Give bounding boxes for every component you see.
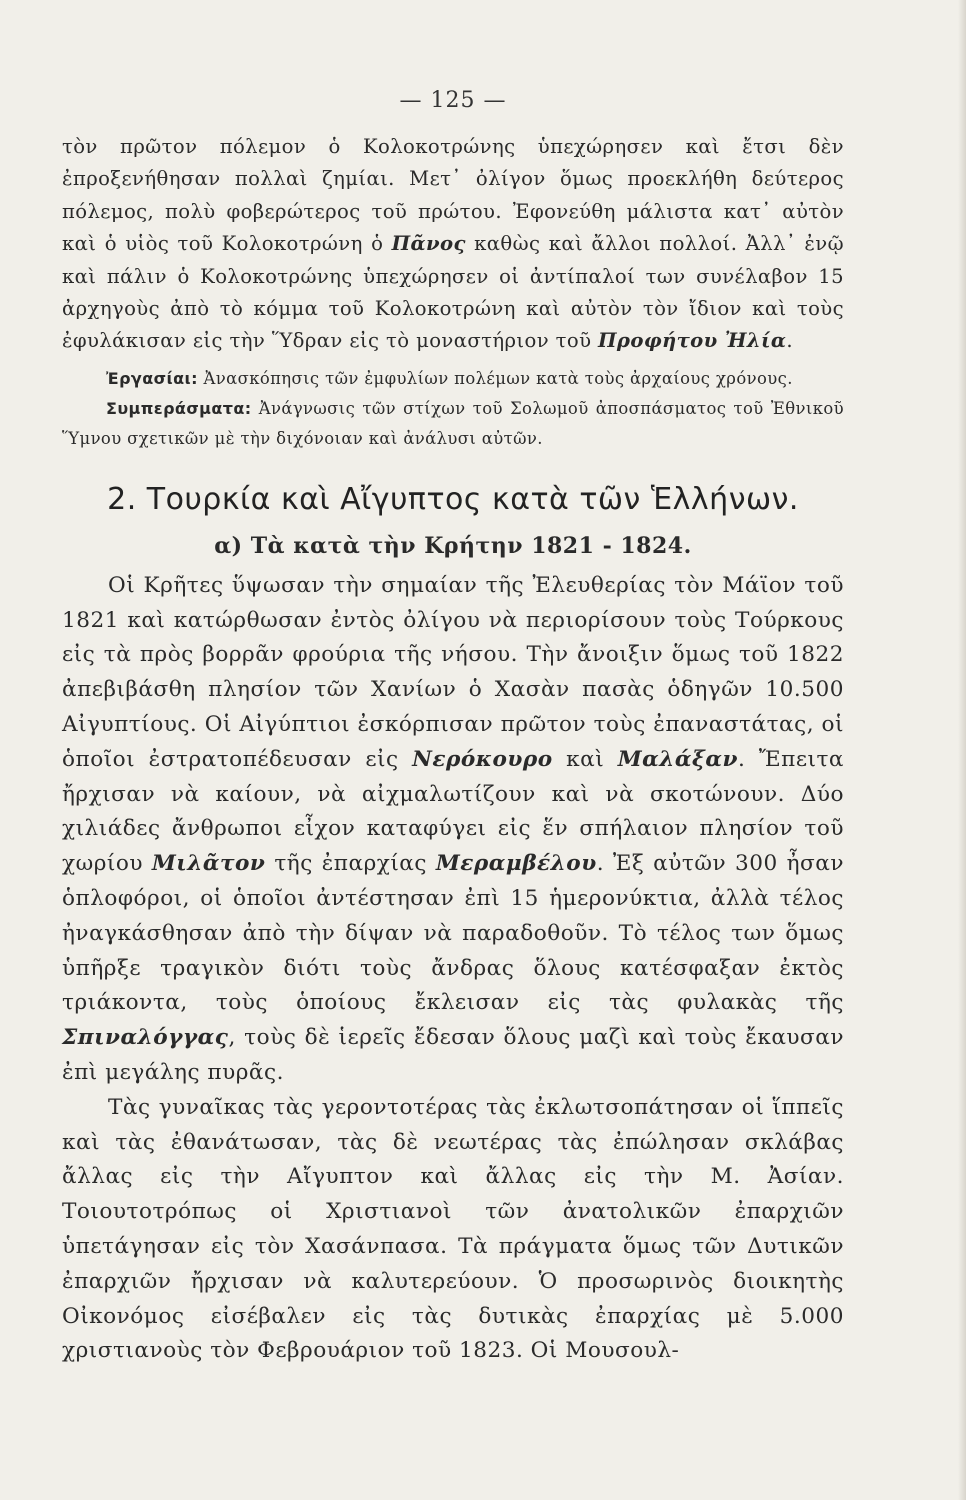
completions-text: Ἀνάγνωσις τῶν στίχων τοῦ Σολωμοῦ ἀποσπάσματος τοῦ Ἐθνικοῦ Ὕμνου σχετικῶν μὲ τὴν διχόνοιαν καὶ ἀνάλυσι αὐτῶν.: [62, 398, 844, 448]
intro-text-2: καθὼς καὶ ἄλλοι πολλοί. Ἀλλ᾽ ἐνῷ καὶ πάλιν ὁ Κολοκοτρώνης ὑπεχώρησεν οἱ ἀντίπαλοί των συνέλαβον 15 ἀρχηγοὺς ἀπὸ τὸ κόμμα τοῦ Κολοκοτρώνη καὶ αὐτὸν τὸν ἴδιον καὶ τοὺς ἐφυλάκισαν εἰς τὴν Ὕδραν εἰς τὸ μοναστήριον τοῦ: [62, 232, 844, 353]
exercises-text: Ἀνασκόπησις τῶν ἐμφυλίων πολέμων κατὰ τοὺς ἀρχαίους χρόνους.: [197, 368, 793, 388]
paragraph-2: Τὰς γυναῖκας τὰς γεροντοτέρας τὰς ἐκλωτσοπάτησαν οἱ ἵππεῖς καὶ τὰς ἐθανάτωσαν, τὰς δὲ νεωτέρας τὰς ἐπώλησαν σκλάβας ἄλλας εἰς τὴν Αἴγυπτον καὶ ἄλλας εἰς τὴν Μ. Ἀσίαν. Τοιουτοτρόπως οἱ Χριστιανοὶ τῶν ἀνατολικῶν ἐπαρχιῶν ὑπετάγησαν εἰς τὸν Χασάνπασα. Τὰ πράγματα ὅμως τῶν Δυτικῶν ἐπαρχιῶν ἤρχισαν νὰ καλυτερεύουν. Ὁ προσωρινὸς διοικητὴς Οἰκονόμος εἰσέβαλεν εἰς τὰς δυτικὰς ἐπαρχίας μὲ 5.000 χριστιανοὺς τὸν Φεβρουάριον τοῦ 1823. Οἱ Μουσουλ-: [62, 1094, 844, 1364]
exercises-label: Ἐργασίαι:: [106, 368, 198, 388]
p1-text-6: , τοὺς δὲ ἱερεῖς ἔδεσαν ὅλους μαζὶ καὶ τοὺς ἔκαυσαν ἐπὶ μεγάλης πυρᾶς.: [62, 1025, 844, 1085]
completions-note: [62, 394, 844, 454]
page-number: — 125 —: [399, 88, 507, 113]
main-text: [62, 569, 844, 1369]
intro-text-1: τὸν πρῶτον πόλεμον ὁ Κολοκοτρώνης ὑπεχώρησεν καὶ ἔτσι δὲν ἐπροξενήθησαν πολλαὶ ζημίαι. Μετ᾽ ὀλίγον ὅμως προεκλήθη δεύτερος πόλεμος, πολὺ φοβερώτερος τοῦ πρώτου. Ἐφονεύθη μάλιστα κατ᾽ αὐτὸν καὶ ὁ υἱὸς τοῦ Κολοκοτρώνη ὁ: [62, 135, 844, 256]
chapter-title: 2. Τουρκία καὶ Αἴγυπτος κατὰ τῶν Ἑλλήνων.: [107, 481, 799, 517]
place-milaton: Μιλᾶτον: [151, 851, 266, 877]
place-spinalonga: Σπιναλόγγας: [62, 1025, 229, 1051]
p1-text-2: καὶ: [552, 746, 618, 772]
p1-text-4: τῆς ἐπαρχίας: [265, 851, 436, 877]
intro-paragraph: [62, 131, 844, 358]
intro-section: [62, 131, 844, 358]
exercises-note: [62, 364, 844, 394]
paragraph-1: [62, 569, 844, 1091]
intro-text-3: .: [786, 329, 793, 353]
section-title: α) Τὰ κατὰ τὴν Κρήτην 1821 - 1824.: [214, 532, 692, 559]
page-edge-shadow: [958, 0, 966, 1500]
name-prophet-elias: Προφήτου Ἠλία: [598, 329, 787, 353]
p1-text-1: Οἱ Κρῆτες ὕψωσαν τὴν σημαίαν τῆς Ἐλευθερίας τὸν Μάϊον τοῦ 1821 καὶ κατώρθωσαν ἐντὸς ὀλίγου νὰ περιορίσουν τοὺς Τούρκους εἰς τὰ πρὸς βορρᾶν φρούρια τῆς νήσου. Τὴν ἄνοιξιν ὅμως τοῦ 1822 ἀπεβιβάσθη πλησίον τῶν Χανίων ὁ Χασὰν πασὰς ὁδηγῶν 10.500 Αἰγυπτίους. Οἱ Αἰγύπτιοι ἐσκόρπισαν πρῶτον τοὺς ἐπαναστάτας, οἱ ὁποῖοι ἐστρατοπέδευσαν εἰς: [62, 572, 844, 772]
p1-text-3: . Ἔπειτα ἤρχισαν νὰ καίουν, νὰ αἰχμαλωτίζουν καὶ νὰ σκοτώνουν. Δύο χιλιάδες ἄνθρωποι εἶχον καταφύγει εἰς ἕν σπήλαιον πλησίον τοῦ χωρίου: [62, 746, 844, 877]
name-panos: Πᾶνος: [391, 232, 466, 256]
p1-text-5: . Ἐξ αὐτῶν 300 ἦσαν ὁπλοφόροι, οἱ ὁποῖοι ἀντέστησαν ἐπὶ 15 ἡμερονύκτια, ἀλλὰ τέλος ἠναγκάσθησαν ἀπὸ τὴν δίψαν νὰ παραδοθοῦν. Τὸ τέλος των ὅμως ὑπῆρξε τραγικὸν διότι τοὺς ἄνδρας ὅλους κατέσφαξαν ἐκτὸς τριάκοντα, τοὺς ὁποίους ἔκλεισαν εἰς τὰς φυλακὰς τῆς: [62, 851, 844, 1016]
book-page: [62, 88, 844, 1369]
place-malaxa: Μαλάξαν: [617, 746, 738, 772]
completions-label: Συμπεράσματα:: [106, 398, 252, 418]
place-nerokouro: Νερόκουρο: [412, 746, 553, 772]
place-merambelou: Μεραμβέλου: [435, 851, 597, 877]
